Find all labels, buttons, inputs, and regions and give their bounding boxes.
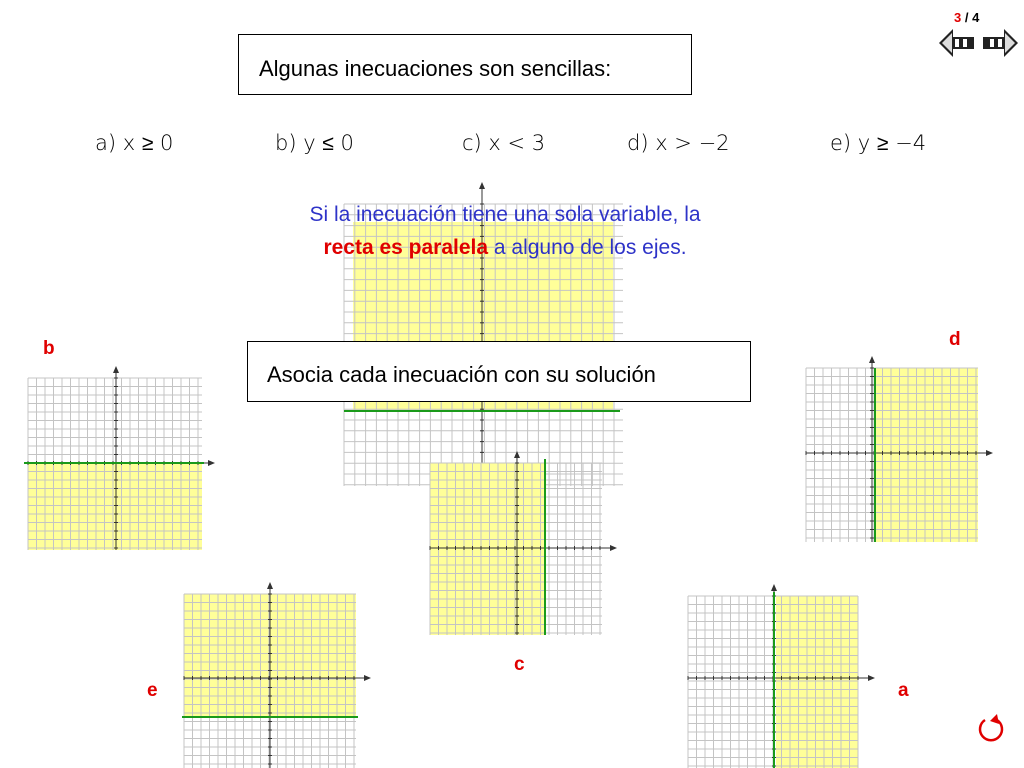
graph-e[interactable] — [180, 582, 372, 768]
solution-region — [875, 368, 978, 542]
label-e: e — [147, 680, 158, 701]
inequality-e: e) y ≥ −4 — [830, 131, 927, 155]
info-line-1: Si la inecuación tiene una sola variable, la — [309, 203, 701, 226]
y-axis-arrow — [869, 356, 875, 363]
inequality-a: a) x ≥ 0 — [95, 131, 174, 155]
x-axis-arrow — [986, 450, 993, 456]
label-a: a — [898, 680, 909, 701]
x-axis-arrow — [610, 545, 617, 551]
graph-b[interactable] — [24, 366, 216, 552]
total-pages: 4 — [972, 10, 980, 25]
info-line-2-rest: a alguno de los ejes. — [488, 236, 687, 259]
inequality-d: d) x > −2 — [627, 131, 730, 155]
prev-button[interactable] — [937, 27, 975, 59]
next-button[interactable] — [982, 27, 1020, 59]
inequality-c: c) x < 3 — [462, 131, 546, 155]
page-number — [954, 10, 979, 25]
inequality-b: b) y ≤ 0 — [275, 131, 354, 155]
instruction-box — [247, 341, 751, 402]
graph-a[interactable] — [684, 584, 876, 768]
info-highlight: recta es paralela — [323, 236, 489, 259]
graph-d[interactable] — [802, 356, 994, 544]
x-axis-arrow — [208, 460, 215, 466]
label-d: d — [949, 329, 961, 350]
next-arrow-icon — [982, 27, 1020, 59]
x-axis-arrow — [868, 675, 875, 681]
reload-icon — [975, 711, 1007, 745]
y-axis-arrow — [479, 182, 485, 189]
info-text — [240, 198, 770, 264]
y-axis-arrow — [113, 366, 119, 373]
solution-region — [28, 463, 202, 550]
label-b: b — [43, 338, 55, 359]
x-axis-arrow — [364, 675, 371, 681]
graph-c[interactable] — [426, 451, 618, 637]
title-text: Algunas inecuaciones son sencillas: — [259, 56, 612, 81]
y-axis-arrow — [267, 582, 273, 589]
current-page: 3 — [954, 10, 962, 25]
title-box — [238, 34, 692, 95]
prev-arrow-icon — [937, 27, 975, 59]
info-line-2 — [240, 231, 770, 264]
y-axis-arrow — [514, 451, 520, 458]
label-c: c — [514, 654, 525, 675]
page-separator: / — [961, 10, 973, 25]
reload-button[interactable] — [975, 711, 1007, 745]
y-axis-arrow — [771, 584, 777, 591]
instruction-text: Asocia cada inecuación con su solución — [267, 362, 656, 387]
